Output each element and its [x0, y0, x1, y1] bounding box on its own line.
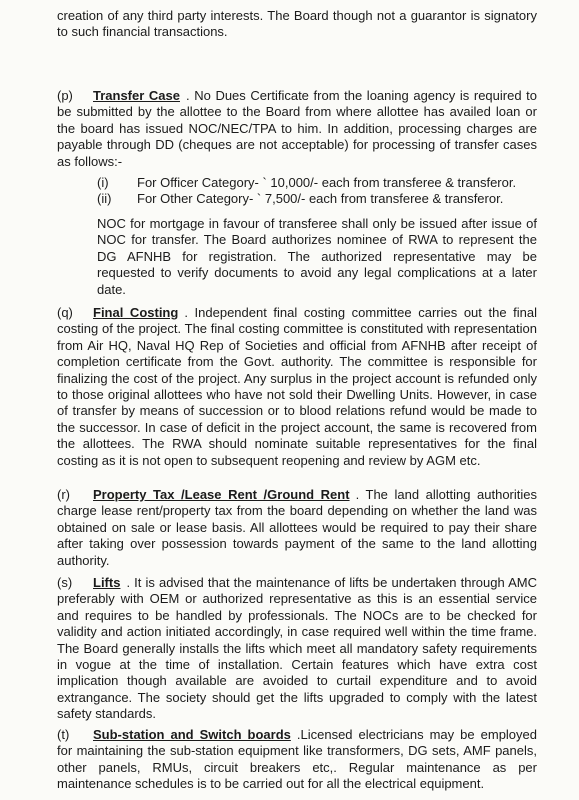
section-marker: (s): [57, 575, 73, 590]
list-item: [97, 175, 537, 191]
section-r: [57, 487, 537, 569]
section-text: . It is advised that the maintenance of lifts be undertaken through AMC preferably with OEM or authorized representative as this is an essential service and requires to be handled by professionals. The NOCs are to be checked for validity and action initiated accordingly, in case required well within the time frame. The Board generally installs the lifts which meet all mandatory safety requirements in vogue at the time of installation. Certain features which have extra cost implication though available are avoided to curtail expenditure and to avoid extrangance. The society should get the lifts upgraded to comply with the latest safety standards.: [57, 575, 537, 722]
section-text: . No Dues Certificate from the loaning agency is required to be submitted by the allottee to the Board from where allottee has availed loan or the board has issued NOC/NEC/TPA to him. In addition, processing charges are payable through DD (cheques are not acceptable) for processing of transfer cases as follows:-: [57, 88, 538, 169]
section-heading: Transfer Case: [93, 88, 180, 103]
list-item-number: (i): [97, 175, 109, 190]
section-q: [57, 305, 537, 469]
list-item-text: For Officer Category- ` 10,000/- each from transferee & transferor.: [137, 175, 517, 190]
section-marker: (p): [57, 88, 73, 103]
section-heading: Lifts: [93, 575, 121, 590]
list-item-text: For Other Category- ` 7,500/- each from transferee & transferor.: [137, 191, 504, 207]
section-heading: Sub-station and Switch boards: [93, 727, 291, 742]
section-marker: (q): [57, 305, 73, 320]
intro-text: creation of any third party interests. The Board though not a guarantor is signatory to such financial transactions.: [57, 8, 537, 40]
section-marker: (r): [57, 487, 70, 502]
charges-list: [97, 175, 537, 208]
section-text: . Independent final costing committee carries out the final costing of the project. The final costing committee is constituted with representation from Air HQ, Naval HQ Rep of Societies and official from AFNHB after receipt of completion certificate from the Govt. authority. The committee is responsible for finalizing the cost of the project. Any surplus in the project account is refunded only to those original allottees who have not sold their Dwelling Units. However, in case of transfer by means of succession or to blood relations refund would be made to the successor. In case of deficit in the project account, the same is recovered from the allottees. The RWA should nominate suitable representatives for the final costing as it is not open to subsequent reopening and review by AGM etc.: [57, 305, 537, 468]
section-text: .Licensed electricians may be employed for maintaining the sub-station equipment like transformers, DG sets, AMF panels, other panels, RMUs, circuit breakers etc,. Regular maintenance as per maintenance schedules is to be carried out for all the electrical equipment.: [57, 727, 537, 792]
section-s: [57, 575, 537, 723]
intro-paragraph: [57, 8, 537, 41]
section-t: [57, 727, 537, 793]
section-text: . The land allotting authorities charge lease rent/property tax from the board depending on whether the land was obtained on sale or lease basis. All allottees would be required to pay their share after taking over possession towards payment of the same to the land allotting authority.: [57, 487, 537, 568]
list-item: [97, 191, 537, 207]
section-marker: (t): [57, 727, 70, 742]
section-p: [57, 88, 537, 170]
noc-paragraph: [97, 216, 537, 298]
section-heading: Property Tax /Lease Rent /Ground Rent: [93, 487, 350, 502]
noc-text: NOC for mortgage in favour of transferee shall only be issued after issue of NOC for transfer. The Board authorizes nominee of RWA to represent the DG AFNHB for registration. The authorized representative may be requested to verify documents to avoid any legal complications at a later date.: [97, 216, 537, 297]
list-item-number: (ii): [97, 191, 112, 207]
section-heading: Final Costing: [93, 305, 179, 320]
